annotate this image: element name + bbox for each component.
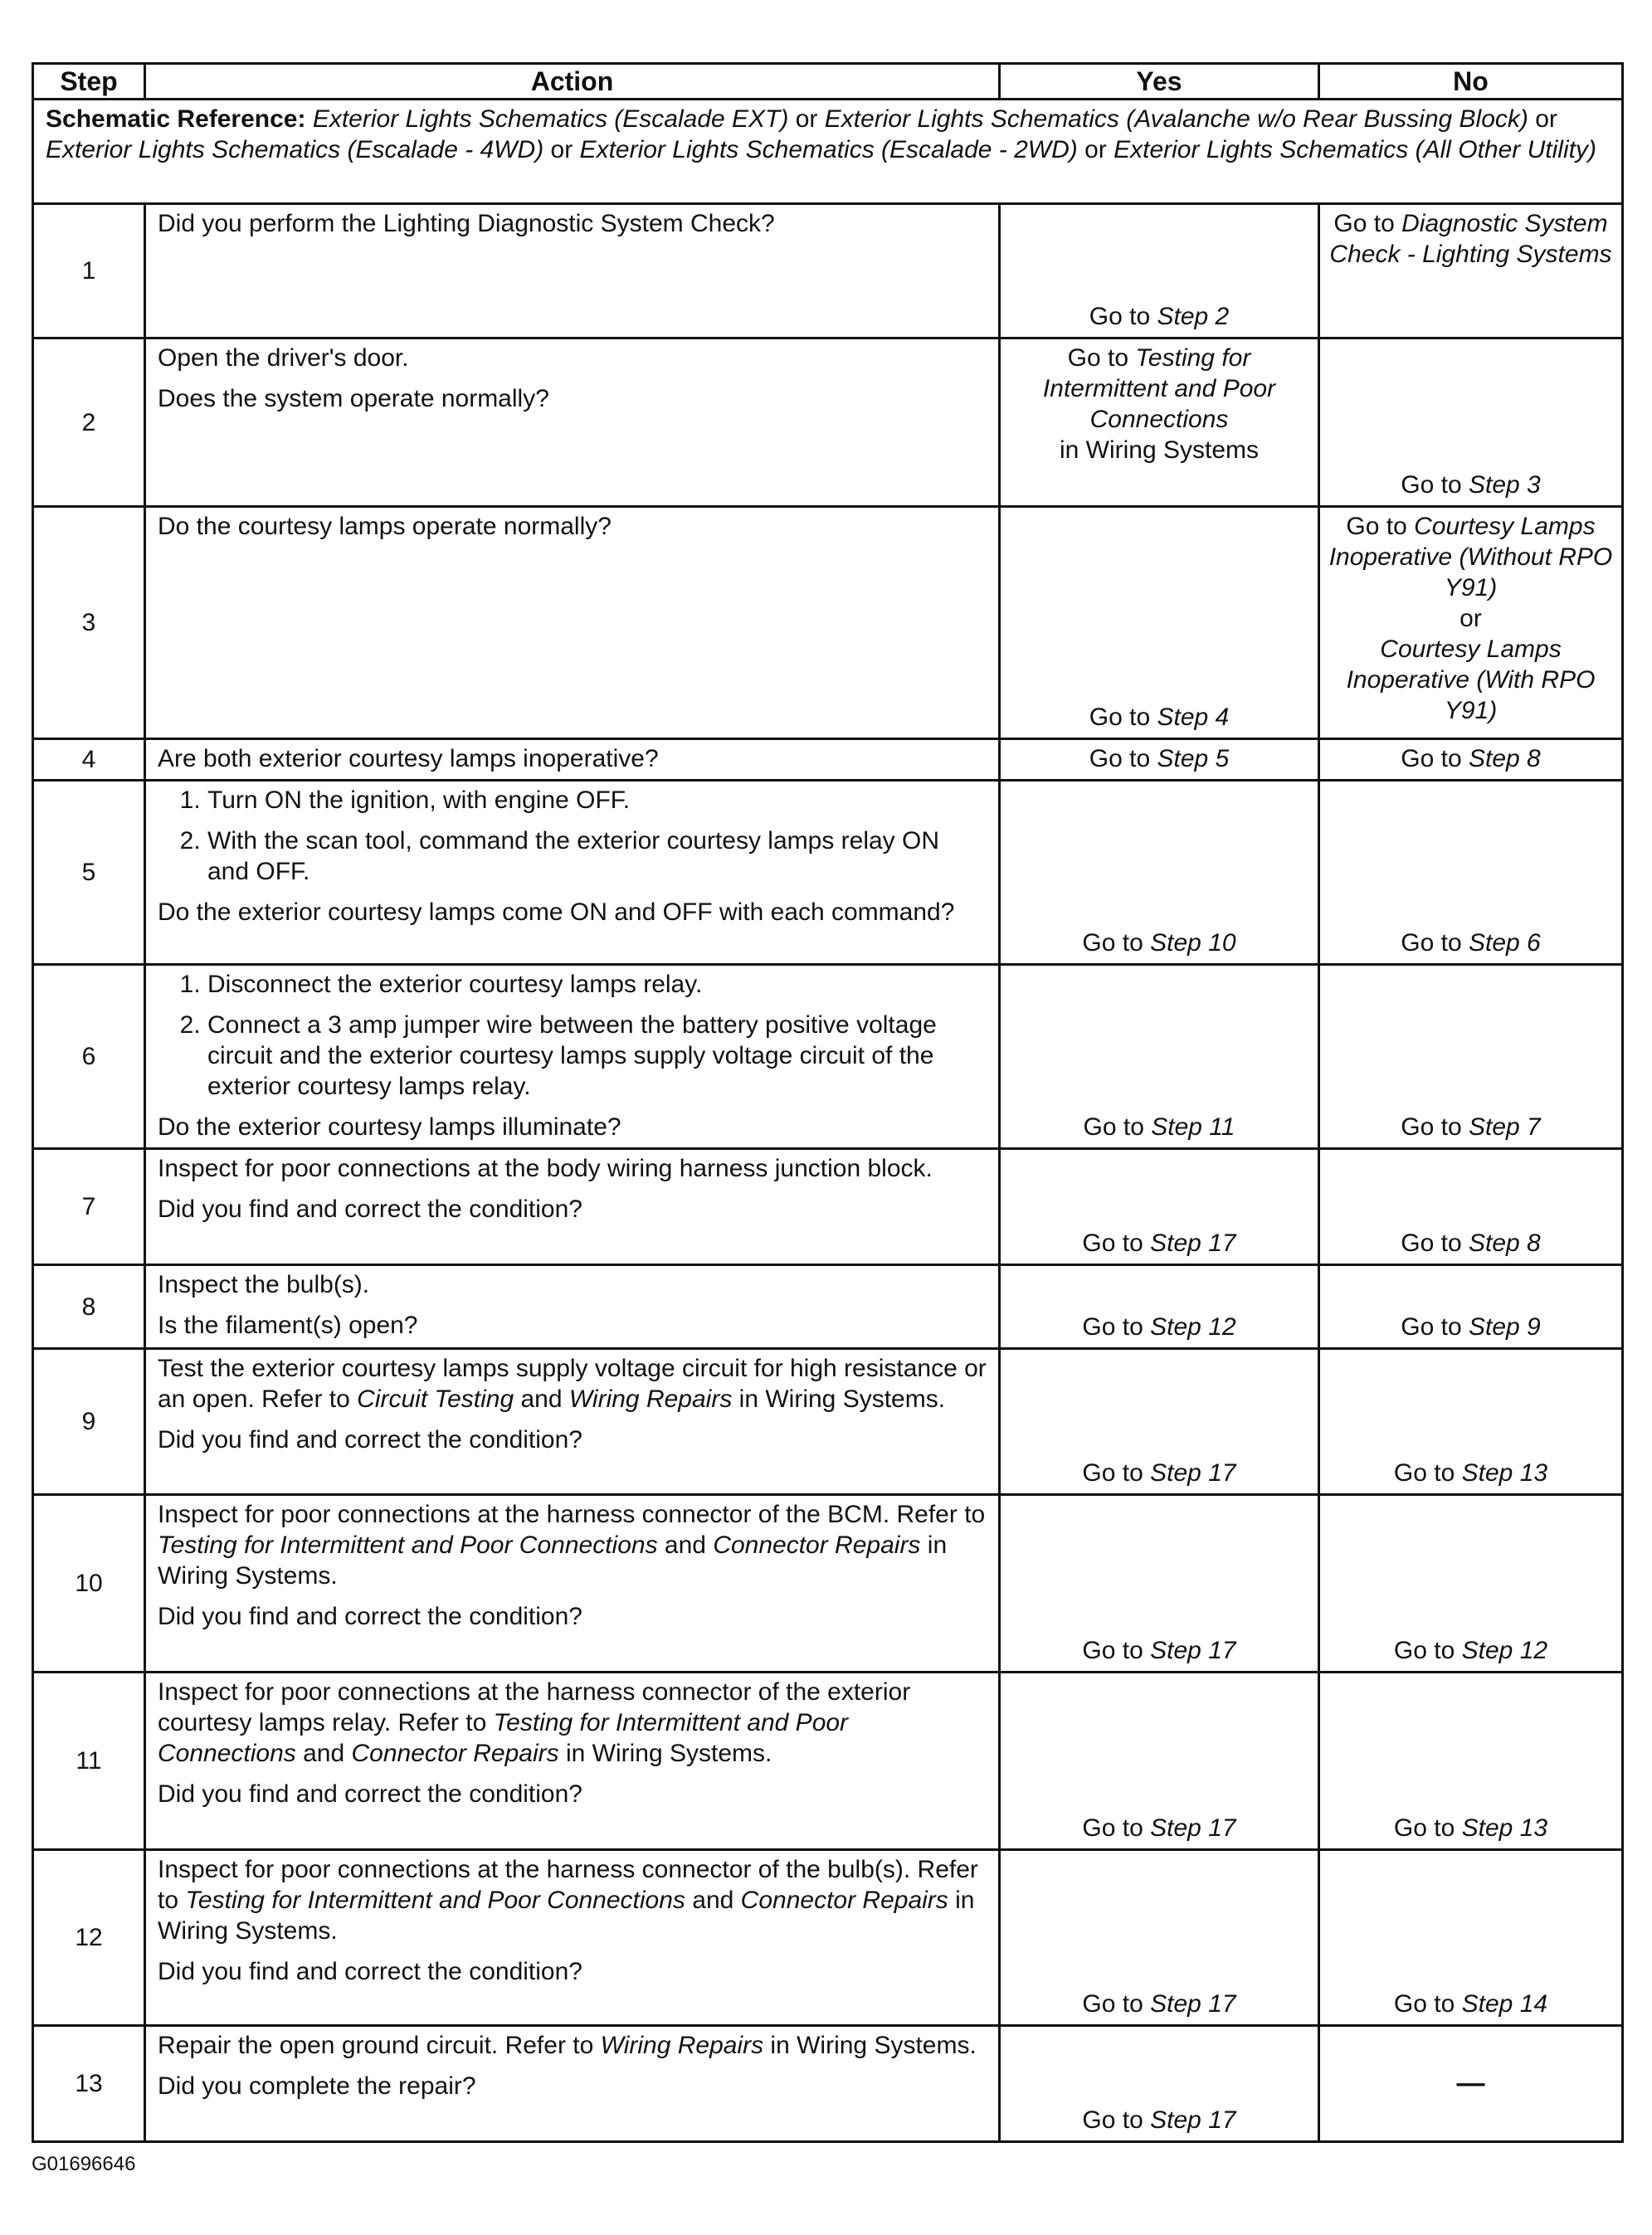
- schematic-link-2: Exterior Lights Schematics (Avalanche w/o Rear Bussing Block): [824, 105, 1528, 133]
- instruction-text: in Wiring Systems.: [732, 1385, 946, 1413]
- step-instruction: [158, 1677, 987, 1769]
- instruction-text: Repair the open ground circuit. Refer to: [158, 2032, 601, 2059]
- no-cell: [1319, 1349, 1623, 1495]
- reference-link: Wiring Repairs: [568, 1385, 733, 1413]
- goto-text: Go to: [1082, 1637, 1151, 1664]
- schematic-or: or: [543, 136, 580, 163]
- instruction-text: Test the exterior courtesy lamps supply voltage circuit for high resistance or an open. Refer to: [158, 1355, 987, 1413]
- table-row: [33, 1495, 1623, 1673]
- instruction-text: in Wiring Systems.: [763, 2032, 977, 2059]
- no-cell: [1319, 2026, 1623, 2142]
- list-item: 2. With the scan tool, command the exterior courtesy lamps relay ON and OFF.: [207, 825, 987, 887]
- step-link: Step 13: [1461, 1814, 1548, 1842]
- yes-cell: [1000, 781, 1319, 965]
- diagnostic-link: Diagnostic System Check - Lighting Systems: [1329, 210, 1612, 268]
- yes-cell: [1000, 739, 1319, 781]
- step-instruction: [158, 1353, 987, 1415]
- step-number: 4: [33, 739, 145, 781]
- step-number: 7: [33, 1149, 145, 1265]
- no-cell: [1319, 1850, 1623, 2026]
- yes-cell: [1000, 1850, 1319, 2026]
- step-link: Step 7: [1468, 1113, 1541, 1141]
- table-row: [33, 1265, 1623, 1349]
- instruction-text: Inspect for poor connections at the harness connector of the exterior courtesy lamps relay. Refer to: [158, 1678, 911, 1736]
- table-row: [33, 1349, 1623, 1495]
- header-step: Step: [33, 64, 145, 100]
- step-link: Step 17: [1150, 1459, 1236, 1487]
- table-row: [33, 1673, 1623, 1850]
- step-link: Step 17: [1150, 1637, 1236, 1664]
- goto-text: Go to: [1082, 1990, 1151, 2018]
- no-cell: [1319, 1495, 1623, 1673]
- header-row: [33, 64, 1623, 100]
- yes-cell: [1000, 507, 1319, 739]
- step-number: 11: [33, 1673, 145, 1850]
- reference-link: Testing for Intermittent and Poor Connections: [158, 1709, 849, 1767]
- goto-text: Go to: [1089, 704, 1157, 731]
- table-row: [33, 965, 1623, 1149]
- step-link: Step 8: [1468, 745, 1541, 772]
- step-number: 9: [33, 1349, 145, 1495]
- reference-link: Connector Repairs: [351, 1740, 559, 1767]
- step-link: Step 5: [1157, 745, 1230, 772]
- table-row: [33, 2026, 1623, 2142]
- step-action: [145, 965, 1000, 1149]
- diagnostic-link: Courtesy Lamps Inoperative (With RPO Y91): [1346, 635, 1596, 724]
- step-question: Is the filament(s) open?: [158, 1312, 418, 1339]
- yes-cell: [1000, 1673, 1319, 1850]
- yes-cell: [1000, 1349, 1319, 1495]
- instruction-text: and: [657, 1531, 714, 1559]
- list-item: 1. Disconnect the exterior courtesy lamps relay.: [207, 969, 987, 1000]
- schematic-reference: [33, 100, 1623, 204]
- goto-text: Go to: [1333, 210, 1402, 237]
- header-action: Action: [145, 64, 1000, 100]
- step-question: Do the courtesy lamps operate normally?: [158, 513, 612, 540]
- step-question: Did you find and correct the condition?: [158, 1780, 582, 1808]
- step-instruction: [158, 1854, 987, 1946]
- table-row: [33, 1149, 1623, 1265]
- schematic-link-3: Exterior Lights Schematics (Escalade - 4WD): [46, 136, 544, 163]
- goto-text: Go to: [1089, 745, 1157, 772]
- table-row: [33, 507, 1623, 739]
- not-applicable-dash: —: [1456, 2067, 1485, 2099]
- instruction-text: in Wiring Systems.: [158, 1887, 975, 1945]
- step-link: Step 14: [1461, 1990, 1548, 2018]
- no-cell: [1319, 338, 1623, 507]
- step-link: Step 6: [1468, 929, 1541, 957]
- goto-text: Go to: [1393, 1990, 1462, 2018]
- goto-text: Go to: [1083, 1113, 1152, 1141]
- schematic-label: Schematic Reference:: [46, 105, 306, 133]
- step-link: Step 17: [1150, 1814, 1236, 1842]
- schematic-or: or: [1077, 136, 1114, 163]
- goto-text: Go to: [1393, 1637, 1462, 1664]
- step-link: Step 2: [1157, 303, 1230, 330]
- step-link: Step 17: [1150, 1990, 1236, 2018]
- reference-link: Testing for Intermittent and Poor Connections: [158, 1531, 658, 1559]
- goto-text: Go to: [1393, 1459, 1462, 1487]
- step-number: 13: [33, 2026, 145, 2142]
- step-question: Did you find and correct the condition?: [158, 1195, 582, 1223]
- step-instruction: Open the driver's door.: [158, 344, 409, 372]
- step-question: Are both exterior courtesy lamps inoperative?: [158, 745, 659, 772]
- step-action: [145, 739, 1000, 781]
- goto-text: Go to: [1401, 471, 1469, 499]
- yes-cell: [1000, 2026, 1319, 2142]
- no-cell: [1319, 1673, 1623, 1850]
- instruction-text: Inspect for poor connections at the harness connector of the BCM. Refer to: [158, 1501, 986, 1528]
- step-link: Step 17: [1150, 1229, 1236, 1257]
- yes-cell: [1000, 1265, 1319, 1349]
- step-action: [145, 1495, 1000, 1673]
- instruction-text: and: [514, 1385, 569, 1413]
- step-link: Step 8: [1468, 1229, 1541, 1257]
- step-link: Step 9: [1468, 1313, 1541, 1341]
- step-instruction: Inspect the bulb(s).: [158, 1271, 370, 1298]
- step-link: Step 3: [1468, 471, 1541, 499]
- instruction-text: Inspect for poor connections at the harness connector of the bulb(s). Refer to: [158, 1856, 978, 1914]
- no-cell: [1319, 204, 1623, 338]
- step-action: [145, 338, 1000, 507]
- step-action: [145, 1850, 1000, 2026]
- instruction-text: and: [295, 1740, 352, 1767]
- yes-cell: [1000, 204, 1319, 338]
- step-link: Step 10: [1150, 929, 1236, 957]
- no-cell: [1319, 507, 1623, 739]
- yes-cell: [1000, 1149, 1319, 1265]
- step-action: [145, 781, 1000, 965]
- step-link: Step 11: [1151, 1113, 1235, 1141]
- no-cell: [1319, 781, 1623, 965]
- instruction-text: in Wiring Systems.: [558, 1740, 772, 1767]
- schematic-row: [33, 100, 1623, 204]
- schematic-link-5: Exterior Lights Schematics (All Other Utility): [1114, 136, 1596, 163]
- instruction-text: and: [685, 1887, 741, 1914]
- yes-cell: [1000, 1495, 1319, 1673]
- step-question: Did you perform the Lighting Diagnostic System Check?: [158, 210, 775, 237]
- step-number: 12: [33, 1850, 145, 2026]
- step-action: [145, 204, 1000, 338]
- step-action: [145, 2026, 1000, 2142]
- table-row: [33, 1850, 1623, 2026]
- step-question: Do the exterior courtesy lamps illuminate?: [158, 1113, 621, 1141]
- instruction-text: in Wiring Systems.: [158, 1531, 948, 1590]
- reference-link: Testing for Intermittent and Poor Connections: [1042, 344, 1276, 433]
- yes-cell: [1000, 965, 1319, 1149]
- goto-text: Go to: [1401, 1113, 1469, 1141]
- goto-text: Go to: [1082, 1814, 1151, 1842]
- step-number: 2: [33, 338, 145, 507]
- step-action: [145, 1349, 1000, 1495]
- or-text: or: [1460, 605, 1482, 632]
- step-number: 10: [33, 1495, 145, 1673]
- goto-text: Go to: [1082, 1313, 1151, 1341]
- step-list: [158, 785, 987, 887]
- step-number: 6: [33, 965, 145, 1149]
- no-cell: [1319, 965, 1623, 1149]
- figure-id: G01696646: [32, 2153, 136, 2175]
- reference-link: Connector Repairs: [740, 1887, 948, 1914]
- reference-link: Testing for Intermittent and Poor Connections: [185, 1887, 685, 1914]
- step-action: [145, 507, 1000, 739]
- step-number: 1: [33, 204, 145, 338]
- goto-text: Go to: [1089, 303, 1157, 330]
- step-question: Does the system operate normally?: [158, 385, 549, 412]
- step-link: Step 4: [1157, 704, 1230, 731]
- table-row: [33, 204, 1623, 338]
- step-link: Step 17: [1150, 2106, 1236, 2134]
- goto-text: Go to: [1082, 2106, 1151, 2134]
- reference-link: Circuit Testing: [357, 1385, 514, 1413]
- step-question: Did you find and correct the condition?: [158, 1426, 582, 1453]
- goto-text: Go to: [1401, 745, 1469, 772]
- goto-text: Go to: [1067, 344, 1136, 372]
- step-link: Step 12: [1461, 1637, 1548, 1664]
- list-item: 2. Connect a 3 amp jumper wire between the battery positive voltage circuit and the exterior courtesy lamps supply voltage circuit of the exterior courtesy lamps relay.: [207, 1010, 987, 1102]
- goto-text: Go to: [1401, 1313, 1469, 1341]
- list-item: 1. Turn ON the ignition, with engine OFF.: [207, 785, 987, 816]
- step-instruction: [158, 2030, 987, 2061]
- table-row: [33, 739, 1623, 781]
- schematic-or: or: [788, 105, 825, 133]
- goto-text: Go to: [1082, 929, 1151, 957]
- step-instruction: Inspect for poor connections at the body wiring harness junction block.: [158, 1155, 933, 1182]
- diagnostic-link: Courtesy Lamps Inoperative (Without RPO Y91): [1328, 513, 1613, 601]
- table-row: [33, 781, 1623, 965]
- step-action: [145, 1673, 1000, 1850]
- schematic-link-1: Exterior Lights Schematics (Escalade EXT): [305, 105, 789, 133]
- step-link: Step 13: [1461, 1459, 1548, 1487]
- step-number: 3: [33, 507, 145, 739]
- schematic-or: or: [1528, 105, 1557, 133]
- goto-text: Go to: [1401, 1229, 1469, 1257]
- table-row: [33, 338, 1623, 507]
- step-action: [145, 1149, 1000, 1265]
- diagnostic-table: [32, 62, 1624, 2143]
- step-instruction: [158, 1499, 987, 1591]
- reference-tail: in Wiring Systems: [1059, 436, 1260, 464]
- goto-text: Go to: [1082, 1229, 1151, 1257]
- step-number: 5: [33, 781, 145, 965]
- step-question: Did you find and correct the condition?: [158, 1958, 582, 1985]
- header-no: No: [1319, 64, 1623, 100]
- step-question: Did you find and correct the condition?: [158, 1603, 582, 1630]
- reference-link: Connector Repairs: [713, 1531, 921, 1559]
- goto-text: Go to: [1393, 1814, 1462, 1842]
- no-cell: [1319, 1265, 1623, 1349]
- no-cell: [1319, 739, 1623, 781]
- goto-text: Go to: [1401, 929, 1469, 957]
- step-list: [158, 969, 987, 1102]
- step-action: [145, 1265, 1000, 1349]
- step-link: Step 12: [1150, 1313, 1236, 1341]
- header-yes: Yes: [1000, 64, 1319, 100]
- step-number: 8: [33, 1265, 145, 1349]
- yes-cell: [1000, 338, 1319, 507]
- schematic-link-4: Exterior Lights Schematics (Escalade - 2WD): [579, 136, 1078, 163]
- no-cell: [1319, 1149, 1623, 1265]
- reference-link: Wiring Repairs: [600, 2032, 764, 2059]
- goto-text: Go to: [1082, 1459, 1151, 1487]
- goto-text: Go to: [1346, 513, 1415, 540]
- step-question: Do the exterior courtesy lamps come ON and OFF with each command?: [158, 898, 955, 926]
- step-question: Did you complete the repair?: [158, 2072, 476, 2100]
